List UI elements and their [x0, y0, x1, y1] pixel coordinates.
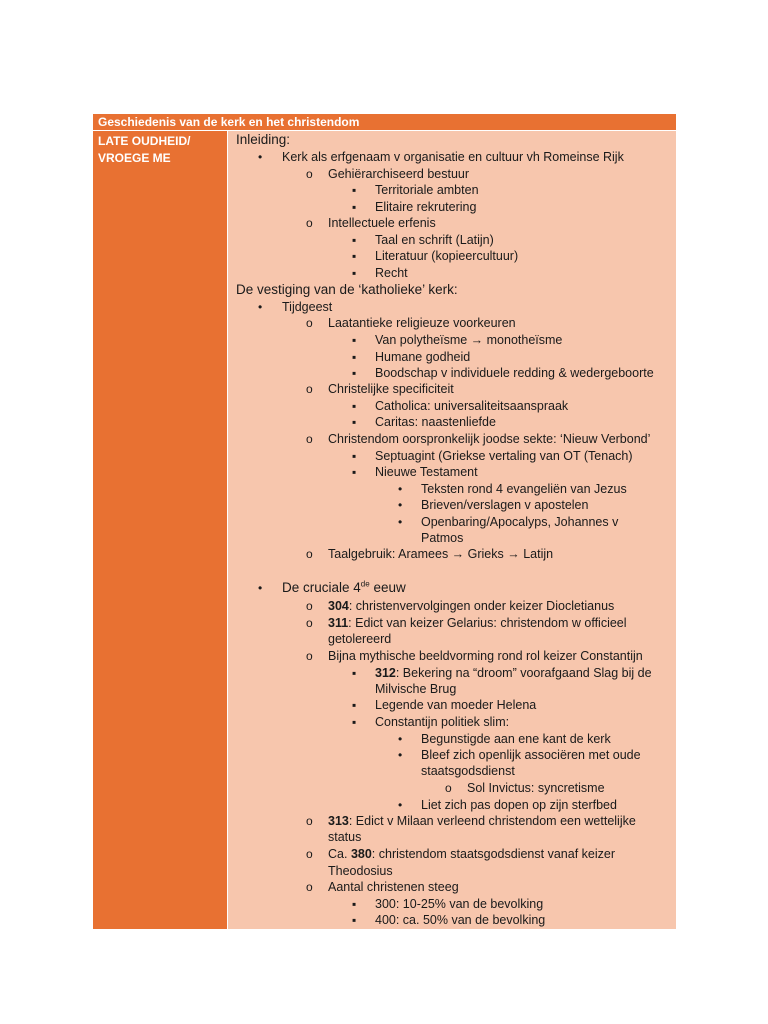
bullet-marker: • [258, 581, 263, 595]
outline-item: 300: 10-25% van de bevolking [375, 897, 544, 911]
outline-item: Tijdgeest [282, 300, 333, 314]
square-marker: ▪ [352, 399, 357, 413]
circle-marker: o [306, 814, 313, 828]
outline-item: Openbaring/Apocalyps, Johannes v [421, 515, 619, 529]
square-marker: ▪ [352, 449, 357, 463]
bullet-marker: • [398, 482, 403, 496]
bullet-marker: • [258, 150, 263, 164]
bullet-marker: • [398, 798, 403, 812]
outline-item: Caritas: naastenliefde [375, 415, 496, 429]
outline-item: Gehiërarchiseerd bestuur [328, 167, 470, 181]
outline-item: Constantijn politiek slim: [375, 715, 510, 729]
outline-item: Elitaire rekrutering [375, 200, 477, 214]
circle-marker: o [306, 382, 313, 396]
circle-marker: o [306, 616, 313, 630]
square-marker: ▪ [352, 465, 357, 479]
outline-item: Bijna mythische beeldvorming rond rol keizer Constantijn [328, 649, 643, 663]
circle-marker: o [306, 316, 313, 330]
outline-item: Septuagint (Griekse vertaling van OT (Tenach) [375, 449, 633, 463]
heading-inleiding: Inleiding: [236, 132, 291, 147]
square-marker: ▪ [352, 350, 357, 364]
bullet-marker: • [398, 748, 403, 762]
square-marker: ▪ [352, 333, 357, 347]
square-marker: ▪ [352, 897, 357, 911]
outline-item: Brieven/verslagen v apostelen [421, 498, 589, 512]
outline-item: Kerk als erfgenaam v organisatie en cultuur vh Romeinse Rijk [282, 150, 624, 164]
circle-marker: o [306, 649, 313, 663]
outline-item: Christendom oorspronkelijk joodse sekte: ‘Nieuw Verbond’ [328, 432, 651, 446]
outline-item: Intellectuele erfenis [328, 216, 436, 230]
circle-marker: o [306, 599, 313, 613]
square-marker: ▪ [352, 715, 357, 729]
outline-item: 313: Edict v Milaan verleend christendom een wettelijke [328, 814, 636, 828]
square-marker: ▪ [352, 913, 357, 927]
circle-marker: o [306, 847, 313, 861]
outline-item: Legende van moeder Helena [375, 698, 537, 712]
heading-vestiging: De vestiging van de ‘katholieke’ kerk: [236, 282, 458, 297]
outline-item: Territoriale ambten [375, 183, 479, 197]
period-label-line2: VROEGE ME [98, 151, 171, 165]
bullet-marker: • [258, 300, 263, 314]
outline-item: De cruciale 4de eeuw [282, 579, 406, 595]
circle-marker: o [306, 216, 313, 230]
outline-item: status [328, 830, 362, 844]
outline-item: Boodschap v individuele redding & wedergeboorte [375, 366, 654, 380]
outline-item: 312: Bekering na “droom” voorafgaand Slag bij de [375, 666, 652, 680]
square-marker: ▪ [352, 366, 357, 380]
circle-marker: o [306, 167, 313, 181]
outline-item: 400: ca. 50% van de bevolking [375, 913, 546, 927]
table-title: Geschiedenis van de kerk en het christendom [93, 114, 676, 131]
square-marker: ▪ [352, 249, 357, 263]
circle-marker: o [306, 432, 313, 446]
square-marker: ▪ [352, 200, 357, 214]
square-marker: ▪ [352, 666, 357, 680]
outline-item: Catholica: universaliteitsaanspraak [375, 399, 569, 413]
outline-item: Theodosius [328, 864, 393, 878]
bullet-marker: • [398, 515, 403, 529]
outline-item: Liet zich pas dopen op zijn sterfbed [421, 798, 617, 812]
outline-item: Nieuwe Testament [375, 465, 478, 479]
outline-item: staatsgodsdienst [421, 764, 515, 778]
outline-item: Christelijke specificiteit [328, 382, 454, 396]
square-marker: ▪ [352, 698, 357, 712]
circle-marker: o [306, 547, 313, 561]
outline-item: Patmos [421, 531, 464, 545]
outline-item: Van polytheïsme → monotheïsme [375, 333, 563, 347]
outline-item: Teksten rond 4 evangeliën van Jezus [421, 482, 627, 496]
outline-item: Begunstigde aan ene kant de kerk [421, 732, 611, 746]
outline-item: Recht [375, 266, 408, 280]
outline-item: Taalgebruik: Aramees → Grieks → Latijn [328, 547, 554, 561]
period-cell [93, 131, 228, 929]
outline-item: Literatuur (kopieercultuur) [375, 249, 519, 263]
bullet-marker: • [398, 498, 403, 512]
outline-item: Ca. 380: christendom staatsgodsdienst vanaf keizer [328, 847, 615, 861]
outline-item: 304: christenvervolgingen onder keizer Diocletianus [328, 599, 615, 613]
period-label-line1: LATE OUDHEID/ [98, 134, 191, 148]
square-marker: ▪ [352, 183, 357, 197]
circle-marker: o [306, 880, 313, 894]
outline-item: Taal en schrift (Latijn) [375, 233, 494, 247]
square-marker: ▪ [352, 233, 357, 247]
outline-item: Aantal christenen steeg [328, 880, 459, 894]
bullet-marker: • [398, 732, 403, 746]
outline-item: Sol Invictus: syncretisme [467, 781, 605, 795]
square-marker: ▪ [352, 266, 357, 280]
outline-item: Bleef zich openlijk associëren met oude [421, 748, 641, 762]
outline-item: Humane godheid [375, 350, 471, 364]
outline-item: Laatantieke religieuze voorkeuren [328, 316, 516, 330]
outline-item: 311: Edict van keizer Gelarius: christendom w officieel [328, 616, 627, 630]
square-marker: ▪ [352, 415, 357, 429]
outline-item: Milvische Brug [375, 682, 457, 696]
outline-item: getolereerd [328, 632, 392, 646]
circle-marker: o [445, 781, 452, 795]
